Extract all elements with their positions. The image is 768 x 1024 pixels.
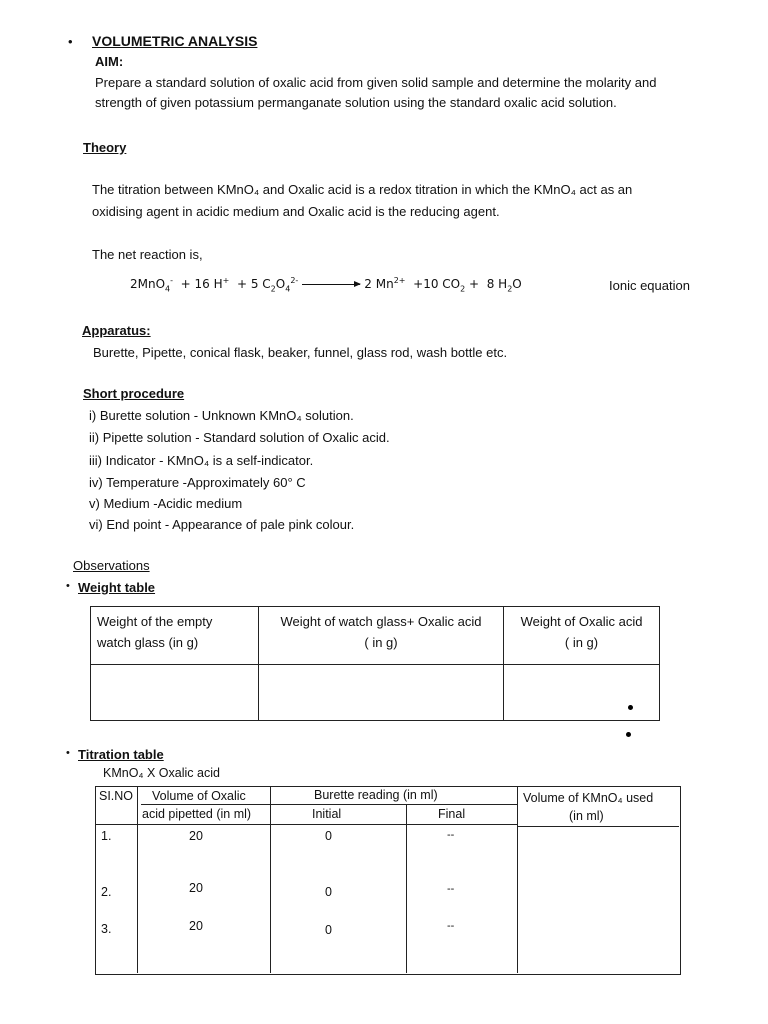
weight-table-header-row xyxy=(91,607,660,665)
titration-col-slno: SI.NO xyxy=(99,789,134,803)
titration-col-initial: Initial xyxy=(312,807,342,821)
titration-row-final: -- xyxy=(447,829,455,841)
procedure-heading: Short procedure xyxy=(83,386,185,401)
weight-col-oxalic-acid-line-2: ( in g) xyxy=(564,635,599,650)
observations-heading: Observations xyxy=(73,558,150,573)
titration-row-sl: 2. xyxy=(101,885,112,899)
procedure-item: vi) End point - Appearance of pale pink colour. xyxy=(89,517,355,532)
titration-header-divider xyxy=(95,824,518,825)
titration-col-burette: Burette reading (in ml) xyxy=(314,788,438,802)
reaction-arrow-icon xyxy=(302,284,360,285)
procedure-item: ii) Pipette solution - Standard solution of Oxalic acid. xyxy=(89,430,390,445)
weight-col-oxalic-acid-line-1: Weight of Oxalic acid xyxy=(520,614,643,629)
titration-subheader-divider xyxy=(141,804,518,805)
procedure-item: iv) Temperature -Approximately 60° C xyxy=(89,475,306,490)
weight-col-glass-plus-acid-line-2: ( in g) xyxy=(364,635,398,650)
page-title: VOLUMETRIC ANALYSIS xyxy=(92,33,258,49)
titration-row-vol: 20 xyxy=(189,919,203,933)
title-bullet: • xyxy=(68,34,73,49)
stray-dot-icon xyxy=(628,705,633,710)
weight-table-data-row xyxy=(91,665,660,721)
weight-col-empty-glass-line-1: Weight of the empty xyxy=(97,614,213,629)
titration-col-line xyxy=(137,786,138,973)
titration-row-vol: 20 xyxy=(189,881,203,895)
titration-row-final: -- xyxy=(447,920,455,932)
titration-row-final: -- xyxy=(447,883,455,895)
titration-col-vol-oxalic-line-2: acid pipetted (in ml) xyxy=(142,807,252,821)
weight-col-empty-glass xyxy=(91,607,259,665)
weight-col-glass-plus-acid xyxy=(259,607,504,665)
titration-header-divider-right xyxy=(518,826,679,827)
titration-row-sl: 3. xyxy=(101,922,112,936)
theory-line-2: oxidising agent in acidic medium and Oxalic acid is the reducing agent. xyxy=(92,204,500,219)
titration-col-vol-kmno4-line-1: Volume of KMnO₄ used xyxy=(523,791,654,805)
titration-row-vol: 20 xyxy=(189,829,203,843)
weight-cell[interactable] xyxy=(504,665,660,721)
apparatus-heading: Apparatus: xyxy=(82,323,151,338)
weight-col-oxalic-acid xyxy=(504,607,660,665)
titration-bullet: • xyxy=(66,747,70,759)
weight-table xyxy=(90,606,660,721)
titration-col-vol-kmno4-line-2: (in ml) xyxy=(569,809,604,823)
titration-col-line xyxy=(270,786,271,973)
titration-subtitle: KMnO₄ X Oxalic acid xyxy=(103,766,220,780)
procedure-item: i) Burette solution - Unknown KMnO₄ solution. xyxy=(89,408,354,423)
weight-bullet: • xyxy=(66,580,70,592)
procedure-item: v) Medium -Acidic medium xyxy=(89,496,243,511)
titration-col-vol-oxalic-line-1: Volume of Oxalic xyxy=(152,789,246,803)
aim-text-line-1: Prepare a standard solution of oxalic acid from given solid sample and determine the molarity and xyxy=(95,75,657,90)
ionic-equation: 2MnO$_4$- + 16 H+ + 5 $C_2O_4^{2-}$ 2 $Mn^{2+} +10$ $CO_2 + 8$ $H_2O$ xyxy=(130,276,522,294)
titration-row-initial: 0 xyxy=(325,923,332,937)
titration-col-line xyxy=(406,805,407,973)
titration-row-initial: 0 xyxy=(325,829,332,843)
stray-dot-icon xyxy=(626,732,631,737)
weight-cell[interactable] xyxy=(91,665,259,721)
apparatus-text: Burette, Pipette, conical flask, beaker, funnel, glass rod, wash bottle etc. xyxy=(93,345,508,360)
weight-cell[interactable] xyxy=(259,665,504,721)
theory-line-1: The titration between KMnO₄ and Oxalic acid is a redox titration in which the KMnO₄ act as an xyxy=(92,182,633,197)
weight-col-glass-plus-acid-line-1: Weight of watch glass+ Oxalic acid xyxy=(280,614,482,629)
net-reaction-label: The net reaction is, xyxy=(92,247,203,262)
aim-text-line-2: strength of given potassium permanganate solution using the standard oxalic acid solution. xyxy=(95,95,617,110)
titration-row-initial: 0 xyxy=(325,885,332,899)
ionic-equation-label: Ionic equation xyxy=(609,278,690,293)
titration-col-line xyxy=(517,786,518,973)
aim-label: AIM: xyxy=(95,54,124,69)
theory-heading: Theory xyxy=(83,140,127,155)
titration-col-final: Final xyxy=(438,807,466,821)
weight-col-empty-glass-line-2: watch glass (in g) xyxy=(97,635,199,650)
titration-table-heading: Titration table xyxy=(78,747,164,762)
weight-table-heading: Weight table xyxy=(78,580,156,595)
procedure-item: iii) Indicator - KMnO₄ is a self-indicator. xyxy=(89,453,314,468)
titration-row-sl: 1. xyxy=(101,829,112,843)
